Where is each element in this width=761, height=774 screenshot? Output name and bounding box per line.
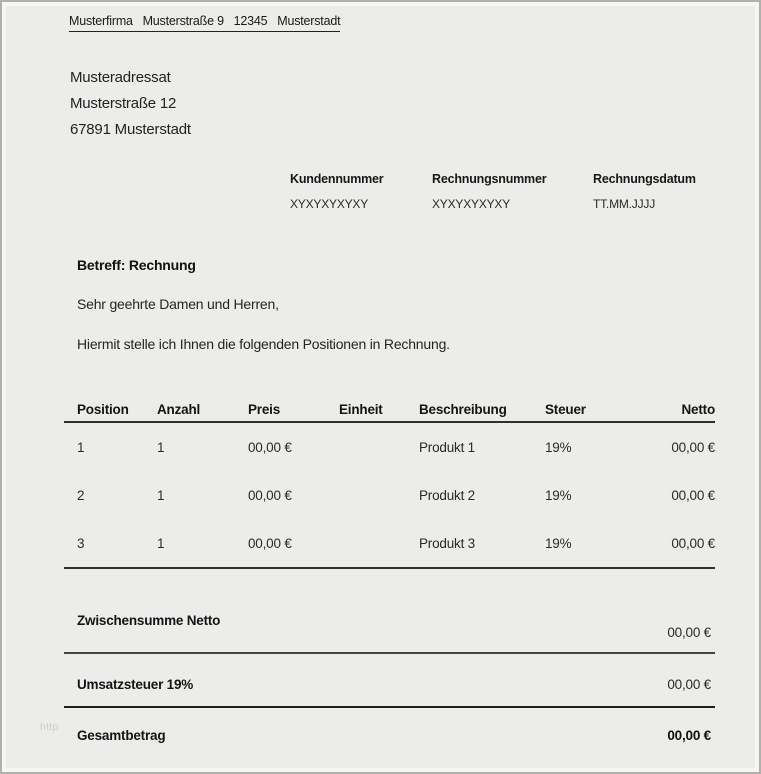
col-header-netto: Netto: [681, 402, 715, 417]
subtotal-divider: [64, 652, 715, 654]
table-bottom-divider: [64, 567, 715, 569]
cell-anzahl: 1: [157, 535, 165, 551]
cell-steuer: 19%: [545, 487, 572, 503]
salutation-line: Sehr geehrte Damen und Herren,: [77, 296, 279, 312]
cell-steuer: 19%: [545, 535, 572, 551]
cell-netto: 00,00 €: [671, 487, 715, 503]
subtotal-label: Zwischensumme Netto: [77, 613, 221, 628]
grand-total-label: Gesamtbetrag: [77, 728, 166, 743]
recipient-name: Musteradressat: [70, 69, 171, 86]
watermark: http: [40, 722, 59, 733]
cell-netto: 00,00 €: [671, 439, 715, 455]
cell-anzahl: 1: [157, 487, 165, 503]
recipient-city: 67891 Musterstadt: [70, 121, 191, 138]
col-header-einheit: Einheit: [339, 402, 383, 417]
recipient-address-block: [70, 65, 191, 143]
customer-number-value: XYXYXYXYXY: [290, 197, 369, 211]
tax-amount: 00,00 €: [667, 677, 711, 692]
invoice-date-block: [593, 172, 696, 211]
grand-total-amount: 00,00 €: [667, 728, 711, 743]
invoice-date-value: TT.MM.JJJJ: [593, 197, 655, 211]
cell-preis: 00,00 €: [248, 535, 292, 551]
invoice-number-value: XYXYXYXYXY: [432, 197, 511, 211]
cell-steuer: 19%: [545, 439, 572, 455]
cell-position: 2: [77, 487, 85, 503]
table-row: [64, 471, 715, 519]
subject-line: Betreff: Rechnung: [77, 257, 196, 273]
cell-position: 1: [77, 439, 85, 455]
cell-position: 3: [77, 535, 85, 551]
col-header-preis: Preis: [248, 402, 281, 417]
col-header-anzahl: Anzahl: [157, 402, 201, 417]
col-header-beschreibung: Beschreibung: [419, 402, 507, 417]
cell-netto: 00,00 €: [671, 535, 715, 551]
sender-address-line: Musterfirma Musterstraße 9 12345 Musterstadt: [69, 14, 340, 32]
cell-beschreibung: Produkt 1: [419, 439, 475, 455]
invoice-number-label: Rechnungsnummer: [432, 172, 547, 186]
customer-number-block: [290, 172, 383, 211]
cell-anzahl: 1: [157, 439, 165, 455]
cell-beschreibung: Produkt 3: [419, 535, 475, 551]
col-header-steuer: Steuer: [545, 402, 586, 417]
tax-label: Umsatzsteuer 19%: [77, 677, 194, 692]
table-row: [64, 423, 715, 471]
customer-number-label: Kundennummer: [290, 172, 384, 186]
subtotal-amount: 00,00 €: [667, 625, 711, 640]
grand-total-divider: [64, 706, 715, 708]
table-row: [64, 519, 715, 567]
invoice-date-label: Rechnungsdatum: [593, 172, 696, 186]
line-items-table: [64, 398, 715, 569]
invoice-number-block: [432, 172, 546, 211]
cell-preis: 00,00 €: [248, 487, 292, 503]
col-header-position: Position: [77, 402, 129, 417]
recipient-street: Musterstraße 12: [70, 95, 177, 112]
cell-beschreibung: Produkt 2: [419, 487, 475, 503]
table-header-row: [64, 398, 715, 423]
intro-line: Hiermit stelle ich Ihnen die folgenden Positionen in Rechnung.: [77, 336, 450, 352]
cell-preis: 00,00 €: [248, 439, 292, 455]
